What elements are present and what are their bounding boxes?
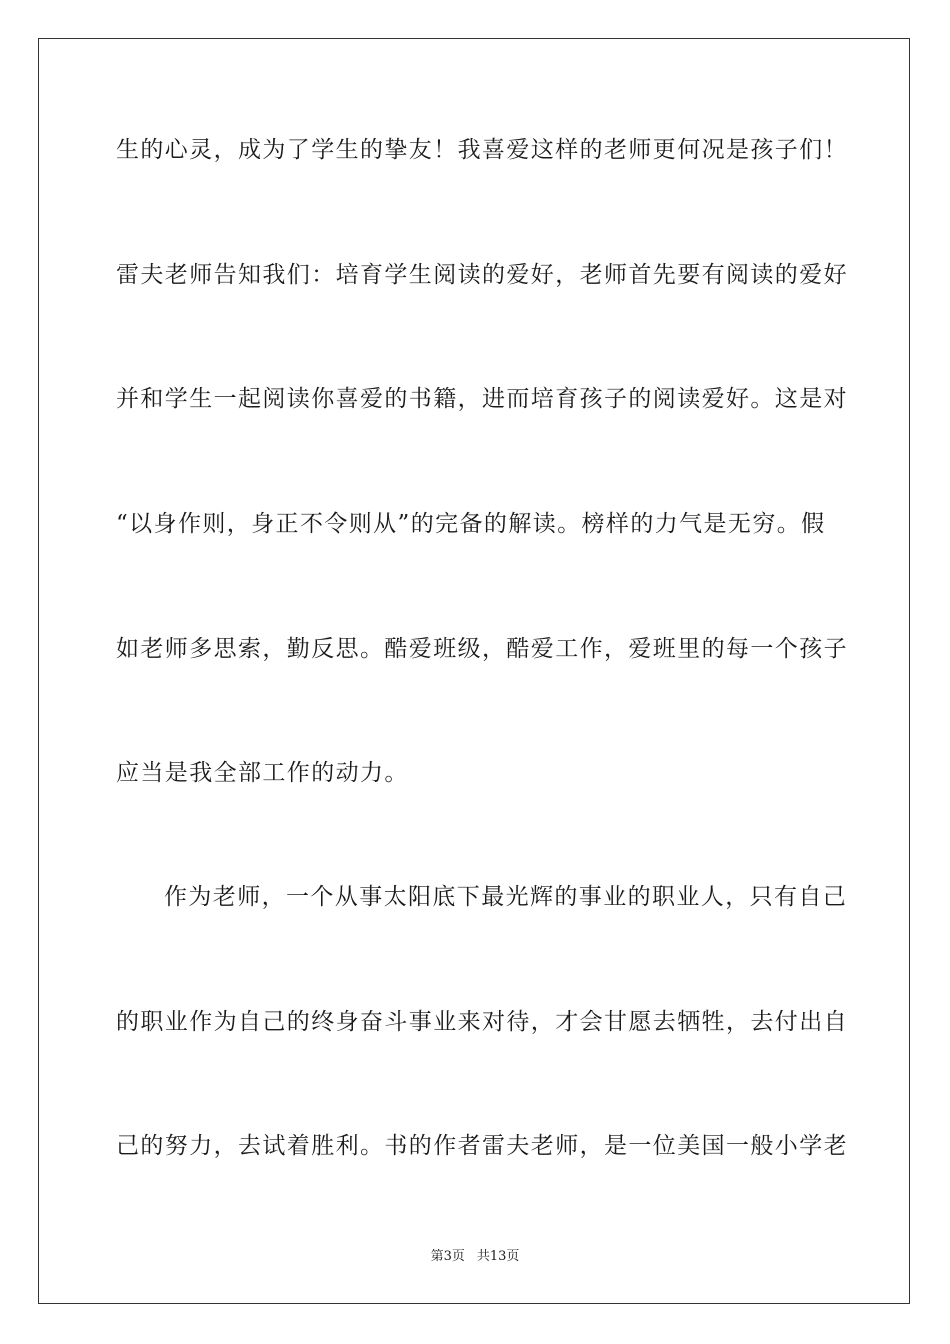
- body-text-line: 并和学生一起阅读你喜爱的书籍，进而培育孩子的阅读爱好。这是对: [116, 386, 848, 412]
- total-pages: 共13页: [476, 1249, 520, 1264]
- body-text-line: 雷夫老师告知我们：培育学生阅读的爱好，老师首先要有阅读的爱好: [116, 262, 848, 288]
- page-border: [38, 38, 910, 1304]
- body-text-line: 如老师多思索，勤反思。酷爱班级，酷爱工作，爱班里的每一个孩子: [116, 636, 848, 662]
- body-text-line: 生的心灵，成为了学生的挚友！我喜爱这样的老师更何况是孩子们！: [116, 137, 848, 163]
- body-text-line: 应当是我全部工作的动力。: [116, 760, 409, 786]
- body-text-line: “以身作则，身正不令则从”的完备的解读。榜样的力气是无穷。假: [116, 511, 826, 537]
- body-text-line: 作为老师，一个从事太阳底下最光辉的事业的职业人，只有自己: [164, 884, 848, 910]
- page-footer: [0, 1248, 950, 1266]
- page-number: 第3页: [430, 1249, 465, 1264]
- body-text-line: 的职业作为自己的终身奋斗事业来对待，才会甘愿去牺牲，去付出自: [116, 1009, 848, 1035]
- body-text-line: 己的努力，去试着胜利。书的作者雷夫老师，是一位美国一般小学老: [116, 1133, 848, 1159]
